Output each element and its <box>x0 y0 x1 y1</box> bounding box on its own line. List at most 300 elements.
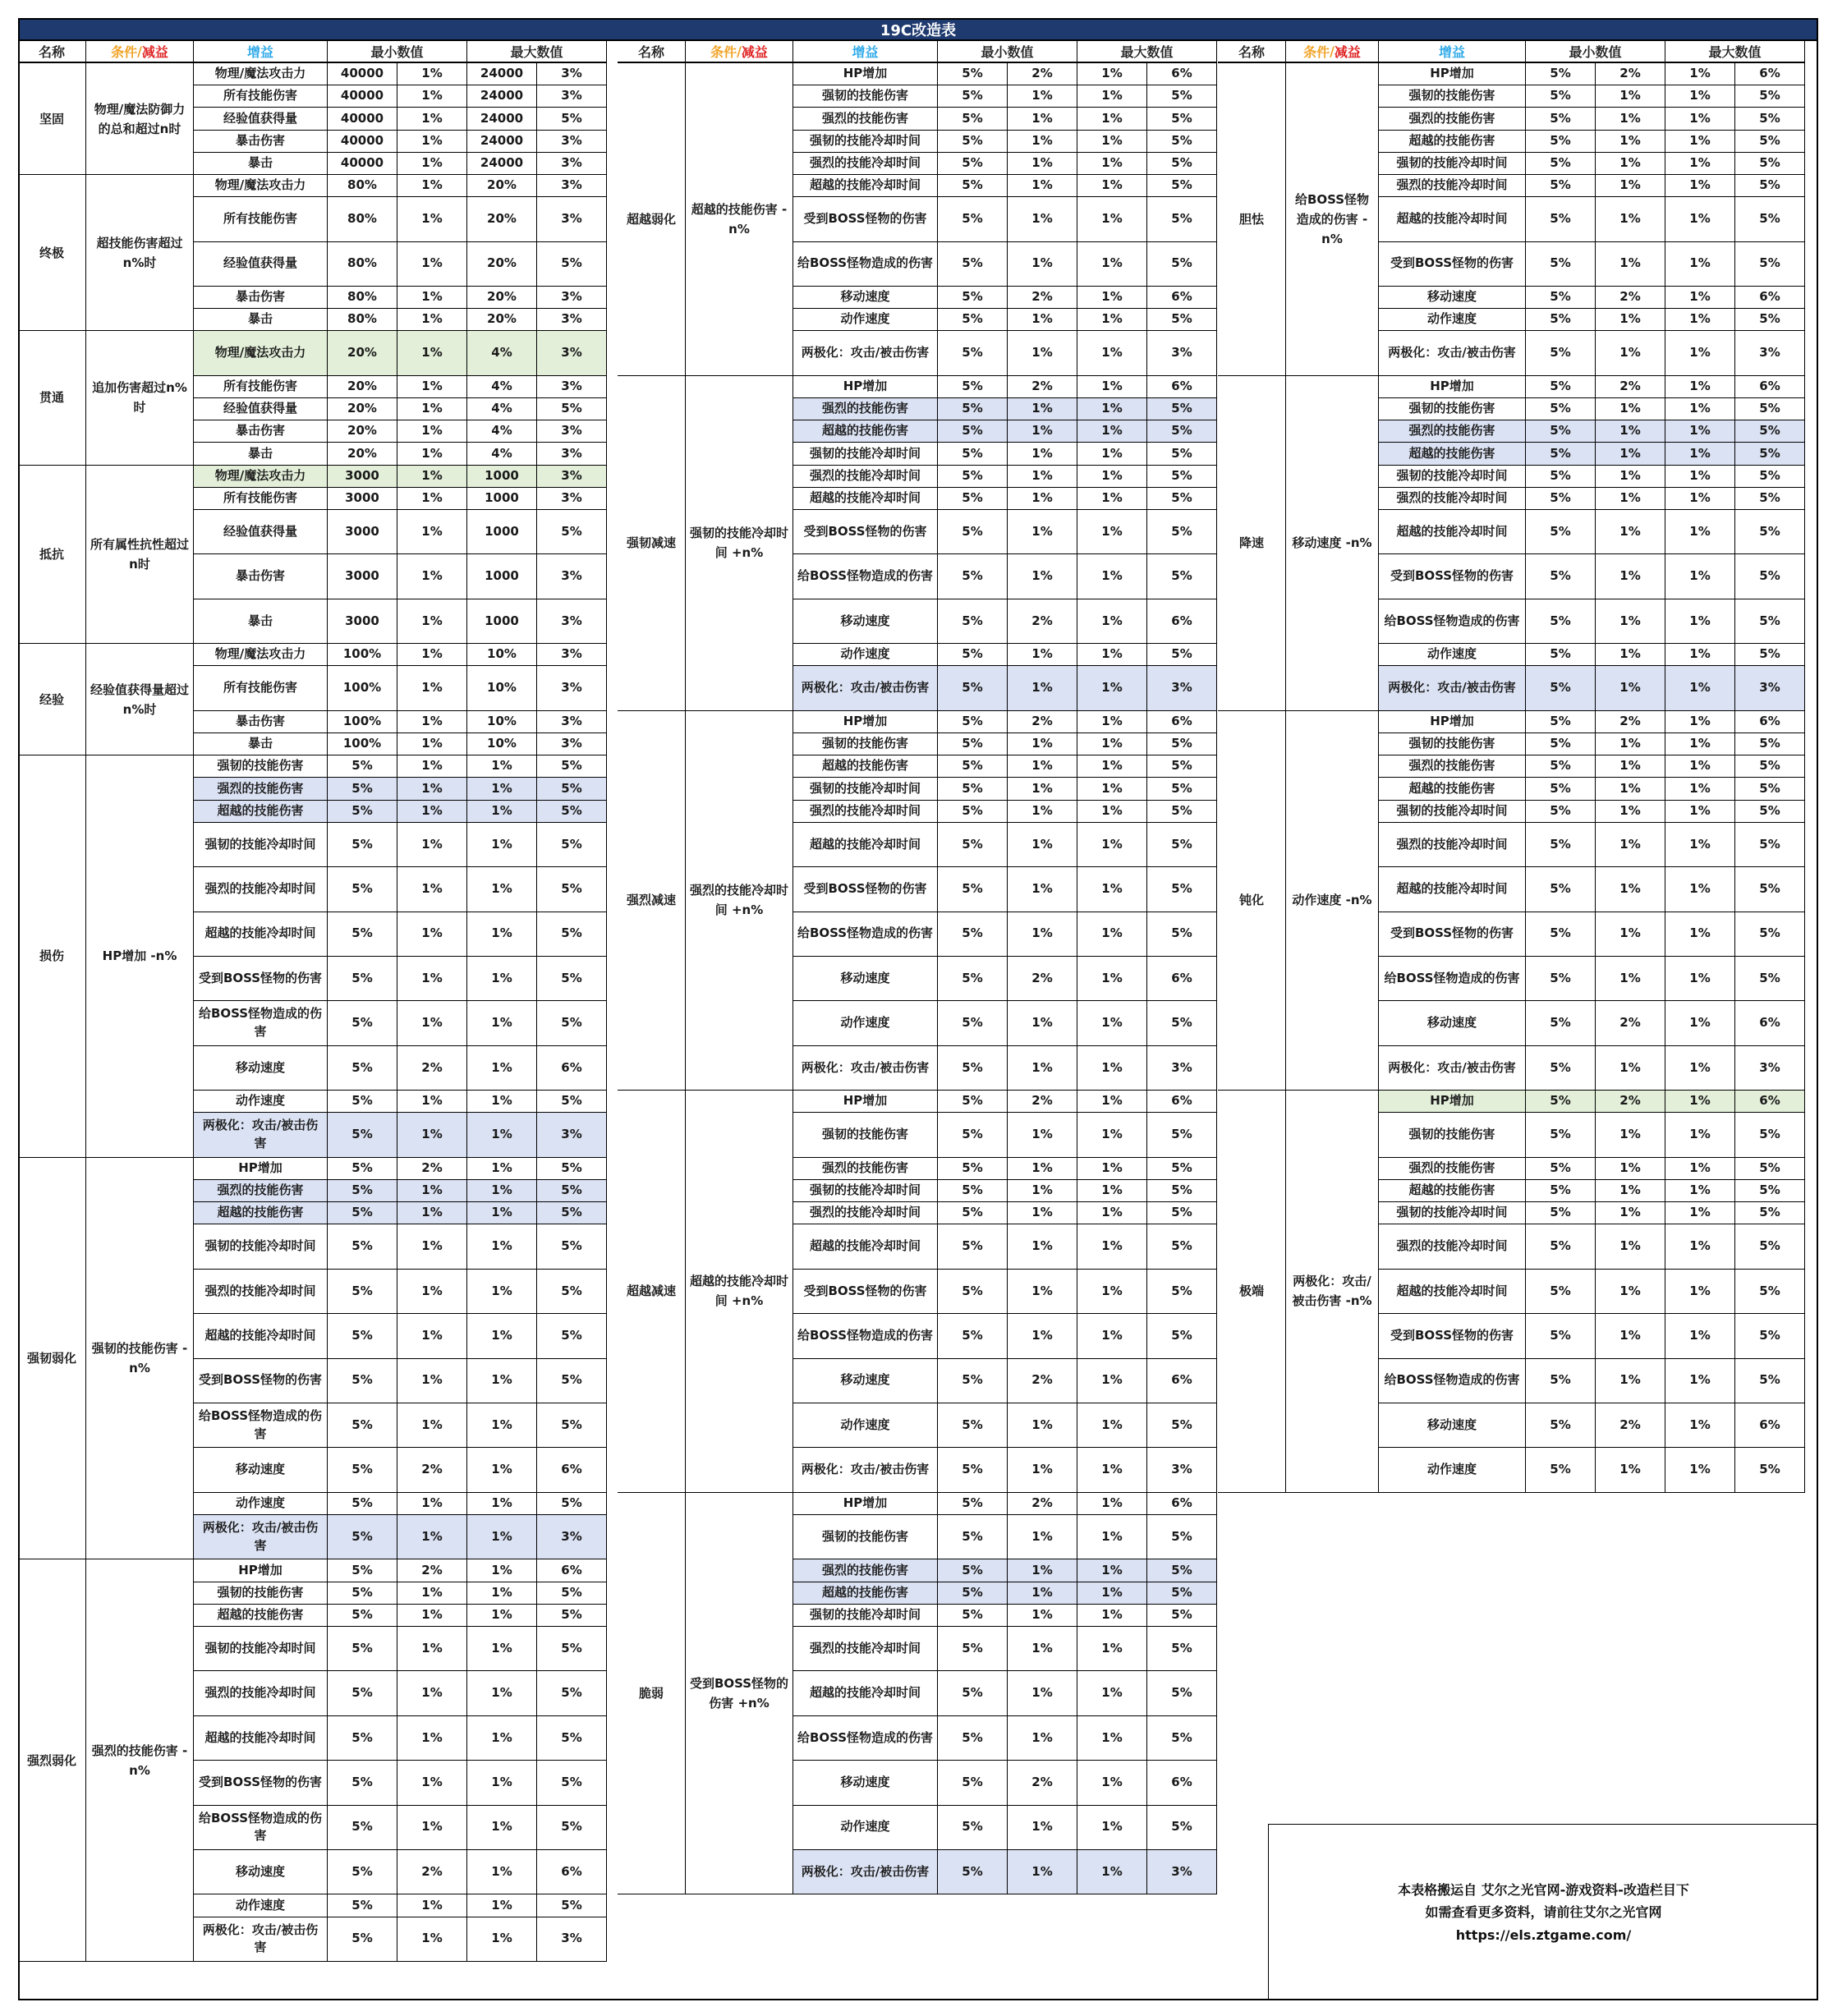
max-base: 1000 <box>467 488 537 510</box>
effect-name: 强韧的技能伤害 <box>1379 85 1526 108</box>
min-step: 2% <box>1008 1359 1077 1403</box>
header-min-2: 最小数值 <box>938 41 1077 63</box>
min-base: 5% <box>1526 1224 1596 1269</box>
max-step: 5% <box>1147 131 1217 153</box>
min-step: 1% <box>1008 488 1077 510</box>
max-step: 5% <box>1735 1359 1805 1403</box>
min-step: 1% <box>1008 153 1077 175</box>
max-step: 5% <box>1147 108 1217 130</box>
max-step: 5% <box>537 957 607 1001</box>
effect-name: 强韧的技能冷却时间 <box>1379 801 1526 823</box>
source-note-url[interactable]: https://els.ztgame.com/ <box>1455 1926 1632 1943</box>
effect-name: 暴击伤害 <box>194 420 328 443</box>
min-base: 5% <box>938 1091 1008 1113</box>
effect-name: 超越的技能伤害 <box>194 801 328 823</box>
max-step: 3% <box>537 711 607 733</box>
min-step: 1% <box>397 420 467 443</box>
min-step: 2% <box>1008 1761 1077 1805</box>
max-step: 6% <box>1735 711 1805 733</box>
min-base: 5% <box>328 912 397 957</box>
min-base: 5% <box>938 599 1008 644</box>
effect-name: 强烈的技能冷却时间 <box>793 1202 938 1224</box>
min-base: 5% <box>1526 309 1596 331</box>
max-step: 5% <box>1147 309 1217 331</box>
max-base: 1% <box>467 801 537 823</box>
effect-name: 超越的技能伤害 <box>1379 1180 1526 1202</box>
max-step: 5% <box>1147 1605 1217 1627</box>
max-base: 1% <box>1665 666 1735 710</box>
min-base: 5% <box>938 1202 1008 1224</box>
min-base: 100% <box>328 733 397 755</box>
header-debuff-label: 减益 <box>141 44 168 60</box>
effect-name: 强烈的技能冷却时间 <box>793 153 938 175</box>
max-base: 4% <box>467 443 537 465</box>
min-base: 5% <box>938 1671 1008 1715</box>
min-step: 1% <box>1008 1113 1077 1157</box>
effect-name: 动作速度 <box>194 1091 328 1113</box>
min-step: 1% <box>1008 733 1077 755</box>
effect-name: 经验值获得量 <box>194 510 328 554</box>
effect-name: 强韧的技能冷却时间 <box>194 823 328 867</box>
effect-name: 强烈的技能冷却时间 <box>793 466 938 488</box>
min-step: 1% <box>397 175 467 197</box>
min-step: 1% <box>1008 801 1077 823</box>
min-base: 5% <box>938 1761 1008 1805</box>
min-base: 5% <box>938 1403 1008 1448</box>
max-step: 5% <box>1735 1314 1805 1358</box>
max-step: 6% <box>537 1046 607 1091</box>
max-step: 5% <box>1735 1224 1805 1269</box>
effect-name: 给BOSS怪物造成的伤害 <box>194 1403 328 1448</box>
max-step: 5% <box>537 1314 607 1358</box>
header-max-1: 最大数值 <box>467 41 607 63</box>
max-base: 1% <box>1077 331 1147 375</box>
group-name: 胆怯 <box>1218 63 1286 376</box>
effect-name: 移动速度 <box>194 1046 328 1091</box>
min-base: 5% <box>938 711 1008 733</box>
max-base: 1000 <box>467 466 537 488</box>
max-step: 3% <box>537 420 607 443</box>
effect-name: 强韧的技能冷却时间 <box>793 778 938 800</box>
min-base: 5% <box>938 1314 1008 1358</box>
max-step: 5% <box>1147 755 1217 778</box>
min-step: 1% <box>1596 957 1665 1001</box>
min-base: 5% <box>1526 1180 1596 1202</box>
header-cond-label: 条件 <box>1303 44 1330 60</box>
max-step: 6% <box>1735 1091 1805 1113</box>
max-base: 1% <box>1077 1158 1147 1180</box>
min-base: 40000 <box>328 63 397 85</box>
group-condition: HP增加 -n% <box>86 755 194 1158</box>
min-step: 1% <box>397 599 467 644</box>
max-step: 5% <box>1735 466 1805 488</box>
effect-name: 强韧的技能伤害 <box>1379 398 1526 420</box>
min-step: 1% <box>1596 1180 1665 1202</box>
group-condition: 所有属性抗性超过n时 <box>86 466 194 645</box>
min-step: 2% <box>1008 711 1077 733</box>
min-step: 1% <box>397 131 467 153</box>
max-step: 3% <box>537 309 607 331</box>
min-step: 1% <box>1008 1046 1077 1091</box>
min-base: 5% <box>1526 1202 1596 1224</box>
header-cond-3 <box>1286 41 1379 63</box>
max-step: 5% <box>1735 1448 1805 1492</box>
max-step: 5% <box>1735 1180 1805 1202</box>
min-base: 5% <box>938 823 1008 867</box>
min-step: 1% <box>397 197 467 241</box>
max-base: 1% <box>1665 287 1735 309</box>
min-step: 1% <box>397 644 467 666</box>
header-cond-2 <box>686 41 793 63</box>
max-base: 1% <box>1665 1202 1735 1224</box>
min-base: 5% <box>1526 554 1596 599</box>
min-base: 5% <box>938 197 1008 241</box>
min-step: 1% <box>397 1224 467 1269</box>
min-step: 1% <box>1008 1627 1077 1671</box>
min-base: 5% <box>938 1582 1008 1605</box>
max-base: 1% <box>1077 823 1147 867</box>
max-base: 24000 <box>467 85 537 108</box>
max-base: 1% <box>1077 398 1147 420</box>
min-base: 5% <box>938 331 1008 375</box>
min-step: 1% <box>1596 801 1665 823</box>
max-base: 1% <box>1077 733 1147 755</box>
max-step: 5% <box>537 1001 607 1045</box>
max-step: 5% <box>1147 1314 1217 1358</box>
min-base: 80% <box>328 197 397 241</box>
min-base: 5% <box>938 1046 1008 1091</box>
effect-name: HP增加 <box>194 1158 328 1180</box>
effect-name: 超越的技能伤害 <box>194 1605 328 1627</box>
max-base: 1% <box>1665 131 1735 153</box>
min-base: 5% <box>1526 867 1596 912</box>
min-step: 1% <box>397 85 467 108</box>
min-base: 40000 <box>328 153 397 175</box>
max-base: 1000 <box>467 599 537 644</box>
min-base: 5% <box>938 398 1008 420</box>
effect-name: 给BOSS怪物造成的伤害 <box>793 1314 938 1358</box>
min-step: 1% <box>1596 466 1665 488</box>
effect-name: 暴击 <box>194 309 328 331</box>
max-step: 5% <box>1735 153 1805 175</box>
max-step: 5% <box>1147 1515 1217 1559</box>
min-step: 1% <box>1596 131 1665 153</box>
min-base: 5% <box>1526 175 1596 197</box>
max-step: 5% <box>1147 1001 1217 1045</box>
max-base: 1% <box>1665 755 1735 778</box>
min-base: 5% <box>328 1493 397 1515</box>
max-base: 1% <box>467 1113 537 1157</box>
group-name: 强韧减速 <box>618 376 686 711</box>
min-step: 1% <box>1596 1113 1665 1157</box>
effect-name: 移动速度 <box>194 1850 328 1894</box>
min-step: 1% <box>1008 1270 1077 1314</box>
header-debuff-label: 减益 <box>741 44 768 60</box>
min-base: 5% <box>938 1605 1008 1627</box>
max-step: 3% <box>537 666 607 710</box>
effect-name: 所有技能伤害 <box>194 666 328 710</box>
min-base: 5% <box>1526 153 1596 175</box>
min-base: 3000 <box>328 466 397 488</box>
max-step: 5% <box>1147 1403 1217 1448</box>
min-step: 1% <box>397 398 467 420</box>
max-base: 1% <box>467 1761 537 1805</box>
min-base: 5% <box>1526 108 1596 130</box>
min-step: 1% <box>1008 175 1077 197</box>
effect-name: 强烈的技能伤害 <box>793 398 938 420</box>
max-step: 3% <box>537 599 607 644</box>
min-base: 100% <box>328 644 397 666</box>
header-buff-label: 增益 <box>852 44 879 60</box>
min-step: 1% <box>1008 1716 1077 1761</box>
min-step: 1% <box>1596 867 1665 912</box>
max-step: 5% <box>1147 443 1217 465</box>
max-step: 5% <box>1147 420 1217 443</box>
min-base: 5% <box>938 510 1008 554</box>
effect-name: 超越的技能冷却时间 <box>1379 197 1526 241</box>
source-note <box>1268 1824 1818 2000</box>
max-base: 24000 <box>467 63 537 85</box>
min-step: 1% <box>397 733 467 755</box>
max-step: 5% <box>537 755 607 778</box>
min-base: 5% <box>938 1806 1008 1850</box>
max-step: 5% <box>1147 1671 1217 1715</box>
max-base: 1% <box>1665 420 1735 443</box>
max-step: 5% <box>1147 242 1217 287</box>
max-step: 5% <box>1735 420 1805 443</box>
effect-name: 超越的技能冷却时间 <box>1379 510 1526 554</box>
min-step: 1% <box>1596 554 1665 599</box>
max-step: 6% <box>1147 1091 1217 1113</box>
group-name: 强韧弱化 <box>18 1158 86 1560</box>
min-base: 5% <box>938 1448 1008 1492</box>
effect-name: 受到BOSS怪物的伤害 <box>793 510 938 554</box>
max-base: 1% <box>467 1001 537 1045</box>
effect-name: 动作速度 <box>194 1894 328 1917</box>
header-slash: / <box>1330 44 1335 59</box>
effect-name: 动作速度 <box>1379 644 1526 666</box>
header-row <box>18 41 1818 63</box>
max-base: 1% <box>1665 957 1735 1001</box>
max-step: 5% <box>537 108 607 130</box>
max-base: 1% <box>1077 666 1147 710</box>
effect-name: 给BOSS怪物造成的伤害 <box>1379 599 1526 644</box>
max-base: 1% <box>1077 1202 1147 1224</box>
group-condition: 超技能伤害超过n%时 <box>86 175 194 331</box>
min-base: 5% <box>328 1001 397 1045</box>
header-buff-1 <box>194 41 328 63</box>
max-step: 5% <box>1147 510 1217 554</box>
min-base: 5% <box>328 1671 397 1715</box>
group-condition: 强烈的技能冷却时间 +n% <box>686 711 793 1091</box>
max-step: 5% <box>1147 1627 1217 1671</box>
max-base: 1% <box>1665 309 1735 331</box>
min-base: 5% <box>1526 443 1596 465</box>
min-base: 80% <box>328 242 397 287</box>
min-step: 1% <box>397 1359 467 1403</box>
max-step: 3% <box>1147 1850 1217 1894</box>
effect-name: 强韧的技能伤害 <box>1379 1113 1526 1157</box>
min-step: 2% <box>1008 287 1077 309</box>
effect-name: 给BOSS怪物造成的伤害 <box>793 912 938 957</box>
min-step: 1% <box>1008 1202 1077 1224</box>
max-base: 24000 <box>467 131 537 153</box>
max-step: 3% <box>537 85 607 108</box>
max-step: 6% <box>1147 1493 1217 1515</box>
min-step: 2% <box>397 1448 467 1492</box>
max-base: 1% <box>1077 1359 1147 1403</box>
max-base: 1% <box>1077 1046 1147 1091</box>
min-base: 80% <box>328 287 397 309</box>
max-step: 3% <box>537 1917 607 1962</box>
max-step: 6% <box>1147 957 1217 1001</box>
max-step: 5% <box>1735 1113 1805 1157</box>
effect-name: 两极化：攻击/被击伤害 <box>1379 666 1526 710</box>
max-base: 1% <box>1665 1359 1735 1403</box>
max-base: 1% <box>1077 1559 1147 1582</box>
effect-name: 暴击伤害 <box>194 554 328 599</box>
min-base: 3000 <box>328 488 397 510</box>
min-base: 3000 <box>328 599 397 644</box>
max-base: 1% <box>467 1091 537 1113</box>
max-step: 5% <box>537 1270 607 1314</box>
max-step: 5% <box>1147 1582 1217 1605</box>
max-base: 1000 <box>467 554 537 599</box>
max-step: 3% <box>537 175 607 197</box>
max-step: 5% <box>1147 153 1217 175</box>
effect-name: 受到BOSS怪物的伤害 <box>793 1270 938 1314</box>
effect-name: 暴击伤害 <box>194 287 328 309</box>
max-base: 1% <box>1665 153 1735 175</box>
max-base: 1% <box>1077 1761 1147 1805</box>
max-base: 1% <box>1665 85 1735 108</box>
effect-name: 强韧的技能伤害 <box>793 1515 938 1559</box>
min-base: 5% <box>1526 1001 1596 1045</box>
max-step: 5% <box>1735 131 1805 153</box>
max-base: 1% <box>1077 443 1147 465</box>
effect-name: 两极化：攻击/被击伤害 <box>1379 1046 1526 1091</box>
max-step: 5% <box>1735 1158 1805 1180</box>
effect-name: 物理/魔法攻击力 <box>194 63 328 85</box>
max-step: 5% <box>1735 242 1805 287</box>
min-step: 1% <box>397 1627 467 1671</box>
min-base: 5% <box>1526 331 1596 375</box>
max-base: 1% <box>1077 1448 1147 1492</box>
min-base: 5% <box>938 1180 1008 1202</box>
max-step: 6% <box>1147 63 1217 85</box>
effect-name: 强烈的技能伤害 <box>793 1559 938 1582</box>
min-step: 1% <box>1008 1806 1077 1850</box>
min-base: 5% <box>1526 1113 1596 1157</box>
min-step: 1% <box>1596 331 1665 375</box>
max-step: 6% <box>1735 63 1805 85</box>
min-step: 2% <box>1596 376 1665 398</box>
effect-name: 强韧的技能冷却时间 <box>1379 466 1526 488</box>
min-step: 1% <box>1596 197 1665 241</box>
effect-name: 经验值获得量 <box>194 242 328 287</box>
max-base: 24000 <box>467 108 537 130</box>
effect-name: 受到BOSS怪物的伤害 <box>194 1761 328 1805</box>
max-step: 5% <box>1147 1158 1217 1180</box>
max-step: 3% <box>1147 666 1217 710</box>
max-step: 5% <box>1147 398 1217 420</box>
min-step: 2% <box>1008 599 1077 644</box>
max-base: 1% <box>1077 1605 1147 1627</box>
min-step: 1% <box>397 1806 467 1850</box>
effect-name: 所有技能伤害 <box>194 85 328 108</box>
max-base: 1% <box>1665 510 1735 554</box>
max-step: 5% <box>537 510 607 554</box>
min-base: 5% <box>938 1158 1008 1180</box>
effect-name: 两极化：攻击/被击伤害 <box>793 1046 938 1091</box>
group-name: 贯通 <box>18 331 86 465</box>
group-name: 终极 <box>18 175 86 331</box>
effect-name: 物理/魔法攻击力 <box>194 466 328 488</box>
effect-name: 强韧的技能冷却时间 <box>793 131 938 153</box>
max-step: 5% <box>1735 85 1805 108</box>
header-name-3: 名称 <box>1218 41 1286 63</box>
max-base: 1% <box>1077 1403 1147 1448</box>
effect-name: 动作速度 <box>793 1806 938 1850</box>
max-base: 1% <box>467 1716 537 1761</box>
min-step: 1% <box>1008 108 1077 130</box>
max-step: 5% <box>537 1671 607 1715</box>
group-name: 抵抗 <box>18 466 86 645</box>
min-step: 1% <box>397 108 467 130</box>
max-base: 1% <box>467 823 537 867</box>
effect-name: 动作速度 <box>1379 1448 1526 1492</box>
max-base: 1% <box>1665 488 1735 510</box>
max-base: 1% <box>467 1850 537 1894</box>
group-condition: 超越的技能伤害 -n% <box>686 63 793 376</box>
min-step: 1% <box>397 1180 467 1202</box>
max-base: 1% <box>1077 510 1147 554</box>
min-base: 3000 <box>328 554 397 599</box>
min-base: 20% <box>328 443 397 465</box>
min-base: 5% <box>1526 599 1596 644</box>
min-step: 2% <box>1596 1001 1665 1045</box>
max-base: 1% <box>1077 1515 1147 1559</box>
min-step: 1% <box>1008 912 1077 957</box>
header-buff-label: 增益 <box>246 44 273 60</box>
max-step: 5% <box>1147 644 1217 666</box>
min-base: 80% <box>328 309 397 331</box>
max-base: 1% <box>467 1605 537 1627</box>
max-step: 3% <box>1735 666 1805 710</box>
min-base: 5% <box>328 1180 397 1202</box>
group-name: 坚固 <box>18 63 86 175</box>
max-base: 1% <box>467 1894 537 1917</box>
effect-name: 物理/魔法攻击力 <box>194 175 328 197</box>
min-base: 5% <box>328 1448 397 1492</box>
min-base: 5% <box>938 420 1008 443</box>
min-step: 1% <box>1008 510 1077 554</box>
min-step: 1% <box>397 1761 467 1805</box>
max-base: 1% <box>1665 1448 1735 1492</box>
effect-name: HP增加 <box>793 63 938 85</box>
max-step: 6% <box>1735 1001 1805 1045</box>
max-base: 1% <box>467 1314 537 1358</box>
max-step: 3% <box>1147 1448 1217 1492</box>
max-base: 1% <box>1077 957 1147 1001</box>
max-base: 1% <box>1077 376 1147 398</box>
min-step: 1% <box>397 823 467 867</box>
header-cond-label: 条件 <box>111 44 138 60</box>
group-name: 脆弱 <box>618 1493 686 1895</box>
min-step: 1% <box>1596 1158 1665 1180</box>
min-step: 1% <box>397 1917 467 1962</box>
min-base: 5% <box>938 1559 1008 1582</box>
